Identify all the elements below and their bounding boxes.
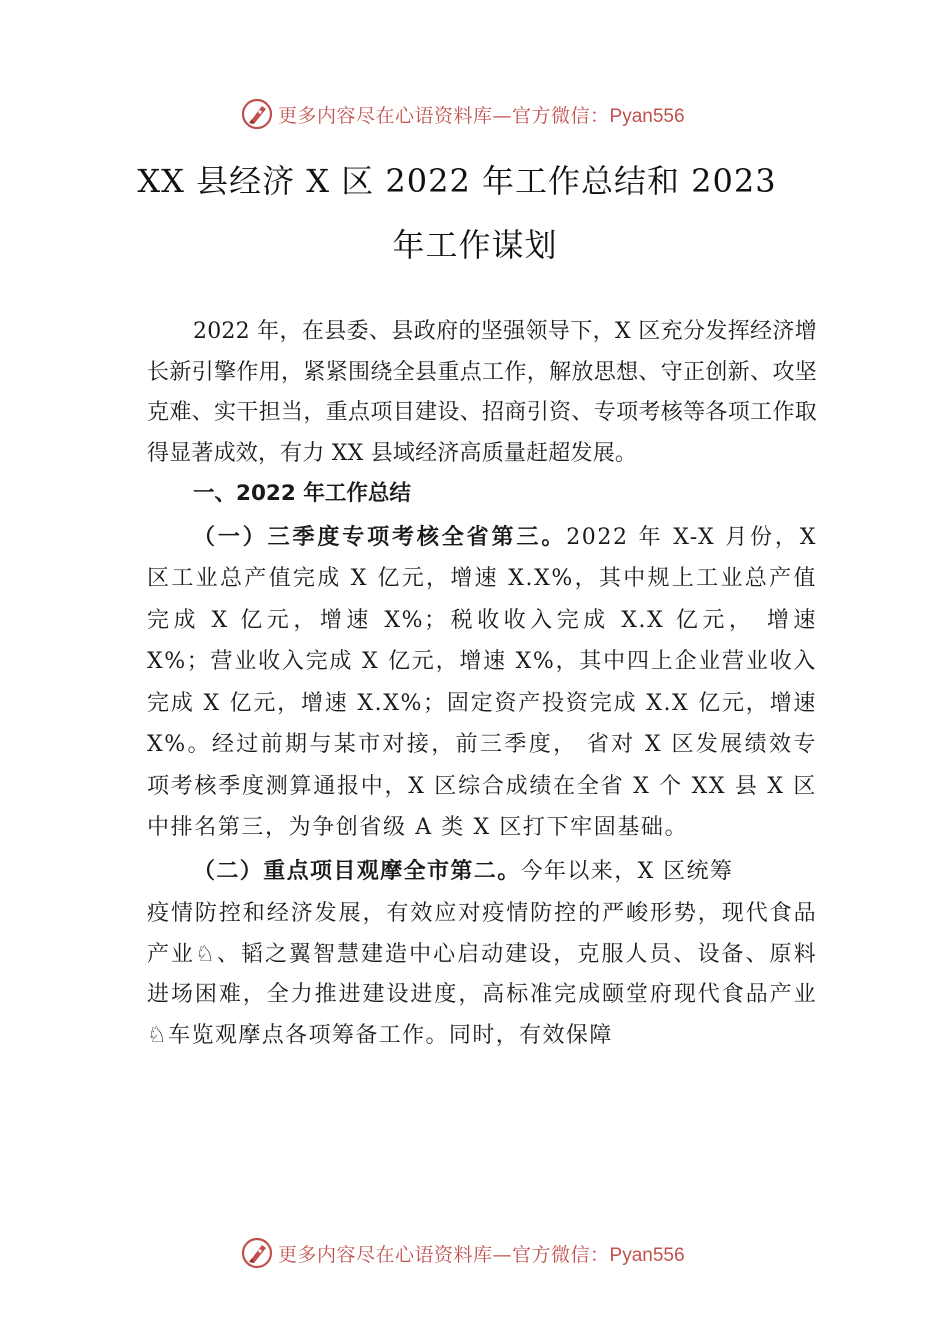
subsection-2-title: （二）重点项目观摩全市第二。: [193, 857, 521, 884]
pen-nib-logo-icon: [240, 1236, 274, 1270]
subsection-1-title: （一）三季度专项考核全省第三。: [193, 523, 567, 550]
watermark-banner-top: [240, 97, 760, 131]
subsection-2-continued: 疫情防控和经济发展，有效应对疫情防控的严峻形势，现代食品产业♘、韬之翼智慧建造中心启动建设，克服人员、设备、原料进场困难，全力推进建设进度，高标准完成颐堂府现代食品产业♘车览观摩点各项筹备工作。同时，有效保障: [147, 901, 817, 1048]
subsection-1-body: 2022 年 X-X 月份，X 区工业总产值完成 X 亿元，增速 X.X%，其中规上工业总产值完成 X 亿元，增速 X%；税收收入完成 X.X 亿元， 增速 X%；营业收入完成 X 亿元，增速 X%，其中四上企业营业收入完成 X 亿元，增速 X.X%；固定资产投资完成 X.X 亿元，增速 X%。经过前期与某市对接，前三季度， 省对 X 区发展绩效专项考核季度测算通报中，X 区综合成绩在全省 X 个 XX 县 X 区中排名第三，为争创省级 A 类 X 区打下牢固基础。: [147, 524, 817, 840]
pen-nib-logo-icon: [240, 97, 274, 131]
subsection-2-body-a: 今年以来，X 区统筹: [520, 858, 734, 884]
document-title-line1: XX 县经济 X 区 2022 年工作总结和 2023: [137, 162, 777, 200]
document-title-line2: 年工作谋划: [392, 226, 558, 264]
subsection-1-paragraph: [147, 517, 817, 849]
watermark-text: 更多内容尽在心语资料库—官方微信：Pyan556: [278, 1243, 685, 1266]
wechat-id: Pyan556: [609, 105, 685, 127]
watermark-banner-bottom: [240, 1236, 760, 1270]
document-body: [147, 312, 817, 1056]
section-heading: 一、2022 年工作总结: [193, 481, 411, 506]
wechat-id: Pyan556: [609, 1244, 685, 1266]
watermark-text: 更多内容尽在心语资料库—官方微信：Pyan556: [278, 104, 685, 127]
intro-paragraph: 2022 年，在县委、县政府的坚强领导下，X 区充分发挥经济增长新引擎作用，紧紧围绕全县重点工作，解放思想、守正创新、攻坚克难、实干担当，重点项目建设、招商引资、专项考核等各项工作取得显著成效，有力 XX 县域经济高质量赶超发展。: [147, 319, 817, 466]
subsection-2-paragraph: [147, 851, 817, 893]
